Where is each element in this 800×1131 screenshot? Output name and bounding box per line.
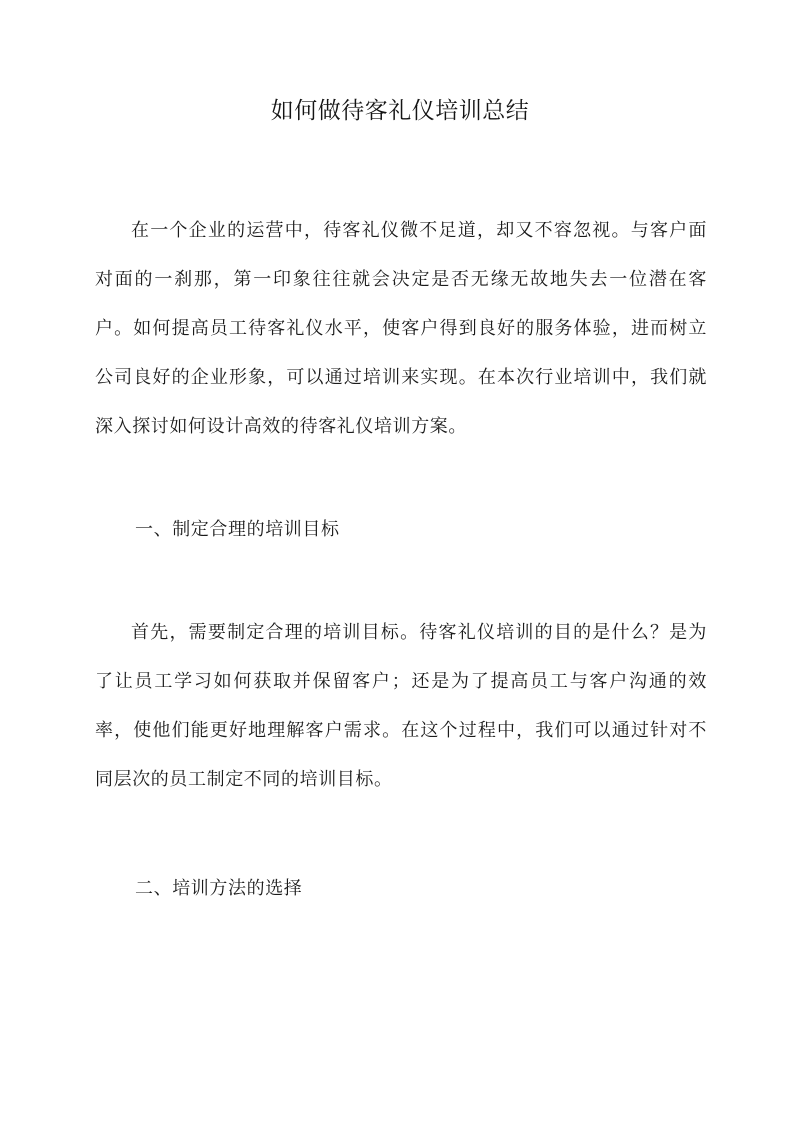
section-1-heading: 一、制定合理的培训目标 — [135, 519, 340, 540]
intro-paragraph: 在一个企业的运营中，待客礼仪微不足道，却又不容忽视。与客户面对面的一刹那，第一印象往往就会决定是否无缘无故地失去一位潜在客户。如何提高员工待客礼仪水平，使客户得到良好的服务体验，进而树立公司良好的企业形象，可以通过培训来实现。在本次行业培训中，我们就深入探讨如何设计高效的待客礼仪培训方案。 — [95, 220, 707, 437]
section-2-heading: 二、培训方法的选择 — [135, 878, 303, 899]
section-1-paragraph: 首先，需要制定合理的培训目标。待客礼仪培训的目的是什么？是为了让员工学习如何获取并保留客户；还是为了提高员工与客户沟通的效率，使他们能更好地理解客户需求。在这个过程中，我们可以通过针对不同层次的员工制定不同的培训目标。 — [95, 622, 707, 790]
document-title: 如何做待客礼仪培训总结 — [270, 98, 530, 124]
